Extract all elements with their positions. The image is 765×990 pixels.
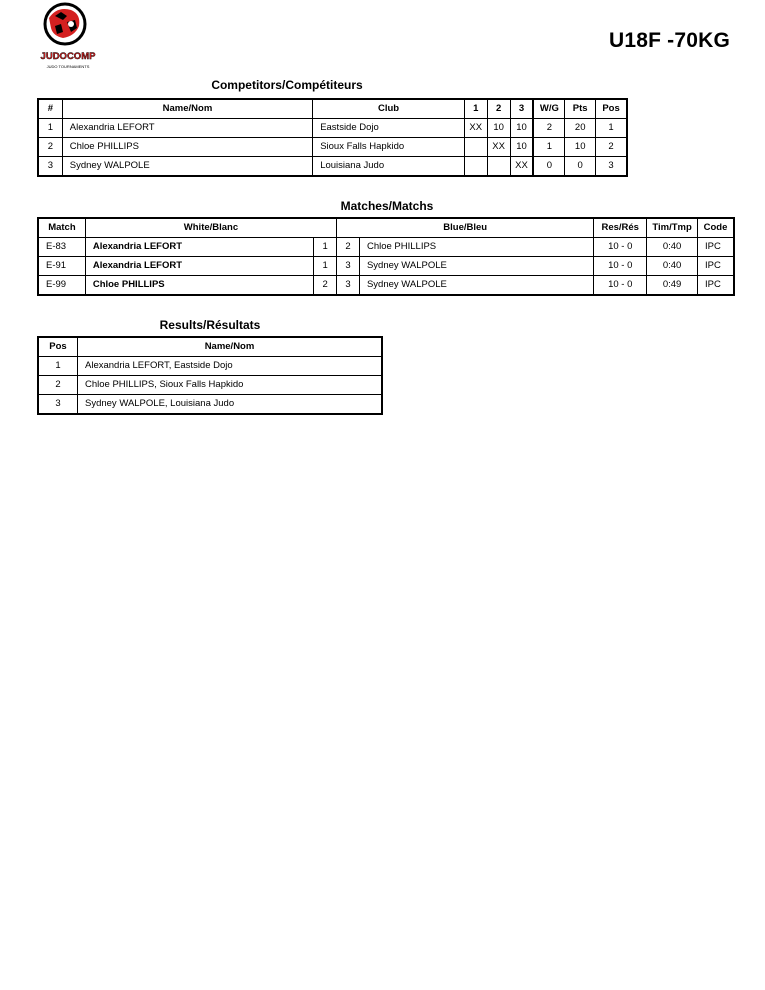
result-name: Chloe PHILLIPS, Sioux Falls Hapkido	[78, 376, 383, 395]
competitor-points: 10	[565, 138, 596, 157]
competitors-title: Competitors/Compétiteurs	[211, 78, 363, 92]
col-wins-header: W/G	[533, 99, 564, 119]
result-name: Sydney WALPOLE, Louisiana Judo	[78, 395, 383, 415]
white-competitor: Alexandria LEFORT	[85, 257, 313, 276]
competitor-score-3: XX	[510, 157, 533, 177]
competitor-score-1	[464, 157, 487, 177]
blue-number: 3	[337, 257, 360, 276]
blue-number: 3	[337, 276, 360, 296]
competitor-name: Sydney WALPOLE	[62, 157, 312, 177]
match-result: 10 - 0	[594, 257, 647, 276]
white-number: 1	[314, 238, 337, 257]
match-id: E-91	[38, 257, 85, 276]
col-result-header: Res/Rés	[594, 218, 647, 238]
competitor-row	[38, 119, 627, 138]
competitor-position: 1	[596, 119, 627, 138]
competitor-score-2: 10	[487, 119, 510, 138]
results-title: Results/Résultats	[159, 318, 261, 332]
competitor-wins: 0	[533, 157, 564, 177]
blue-number: 2	[337, 238, 360, 257]
competitor-score-1	[464, 138, 487, 157]
competitor-score-3: 10	[510, 138, 533, 157]
competitor-club: Louisiana Judo	[313, 157, 465, 177]
match-result: 10 - 0	[594, 276, 647, 296]
result-name: Alexandria LEFORT, Eastside Dojo	[78, 357, 383, 376]
white-number: 2	[314, 276, 337, 296]
match-id: E-83	[38, 238, 85, 257]
competitors-table	[37, 98, 628, 177]
col-position-header: Pos	[596, 99, 627, 119]
match-row	[38, 276, 734, 296]
judocomp-logo	[37, 2, 99, 70]
result-row	[38, 357, 382, 376]
competitor-number: 3	[38, 157, 62, 177]
col-score1-header: 1	[464, 99, 487, 119]
col-match-header: Match	[38, 218, 85, 238]
match-code: IPC	[698, 257, 734, 276]
competitor-score-1: XX	[464, 119, 487, 138]
blue-competitor: Chloe PHILLIPS	[359, 238, 593, 257]
match-code: IPC	[698, 276, 734, 296]
match-code: IPC	[698, 238, 734, 257]
competitor-score-2: XX	[487, 138, 510, 157]
col-points-header: Pts	[565, 99, 596, 119]
blue-competitor: Sydney WALPOLE	[359, 276, 593, 296]
competitor-number: 2	[38, 138, 62, 157]
competitors-header-row	[38, 99, 627, 119]
match-time: 0:40	[647, 238, 698, 257]
col-score3-header: 3	[510, 99, 533, 119]
competitor-number: 1	[38, 119, 62, 138]
match-time: 0:49	[647, 276, 698, 296]
result-row	[38, 395, 382, 415]
competitor-wins: 2	[533, 119, 564, 138]
blue-competitor: Sydney WALPOLE	[359, 257, 593, 276]
col-time-header: Tim/Tmp	[647, 218, 698, 238]
col-blue-header: Blue/Bleu	[337, 218, 594, 238]
competitor-club: Eastside Dojo	[313, 119, 465, 138]
col-number-header: #	[38, 99, 62, 119]
result-position: 3	[38, 395, 78, 415]
competitor-position: 2	[596, 138, 627, 157]
svg-text:JUDOCOMP: JUDOCOMP	[40, 51, 96, 62]
match-time: 0:40	[647, 257, 698, 276]
result-position: 2	[38, 376, 78, 395]
col-code-header: Code	[698, 218, 734, 238]
match-row	[38, 257, 734, 276]
competitor-wins: 1	[533, 138, 564, 157]
competitor-club: Sioux Falls Hapkido	[313, 138, 465, 157]
match-result: 10 - 0	[594, 238, 647, 257]
col-club-header: Club	[313, 99, 465, 119]
event-title: U18F -70KG	[608, 29, 730, 52]
white-number: 1	[314, 257, 337, 276]
col-result-pos-header: Pos	[38, 337, 78, 357]
col-white-header: White/Blanc	[85, 218, 336, 238]
competitor-score-3: 10	[510, 119, 533, 138]
competitor-name: Chloe PHILLIPS	[62, 138, 312, 157]
competitor-row	[38, 157, 627, 177]
col-name-header: Name/Nom	[62, 99, 312, 119]
competitor-points: 20	[565, 119, 596, 138]
competitor-points: 0	[565, 157, 596, 177]
result-position: 1	[38, 357, 78, 376]
competitor-position: 3	[596, 157, 627, 177]
col-score2-header: 2	[487, 99, 510, 119]
white-competitor: Alexandria LEFORT	[85, 238, 313, 257]
result-row	[38, 376, 382, 395]
white-competitor: Chloe PHILLIPS	[85, 276, 313, 296]
svg-text:JUDO TOURNAMENTS: JUDO TOURNAMENTS	[46, 64, 90, 69]
competitor-name: Alexandria LEFORT	[62, 119, 312, 138]
results-header-row	[38, 337, 382, 357]
match-id: E-99	[38, 276, 85, 296]
matches-header-row	[38, 218, 734, 238]
competitor-score-2	[487, 157, 510, 177]
match-row	[38, 238, 734, 257]
matches-title: Matches/Matchs	[340, 199, 434, 213]
matches-table	[37, 217, 735, 296]
col-result-name-header: Name/Nom	[78, 337, 383, 357]
competitor-row	[38, 138, 627, 157]
results-table	[37, 336, 383, 415]
